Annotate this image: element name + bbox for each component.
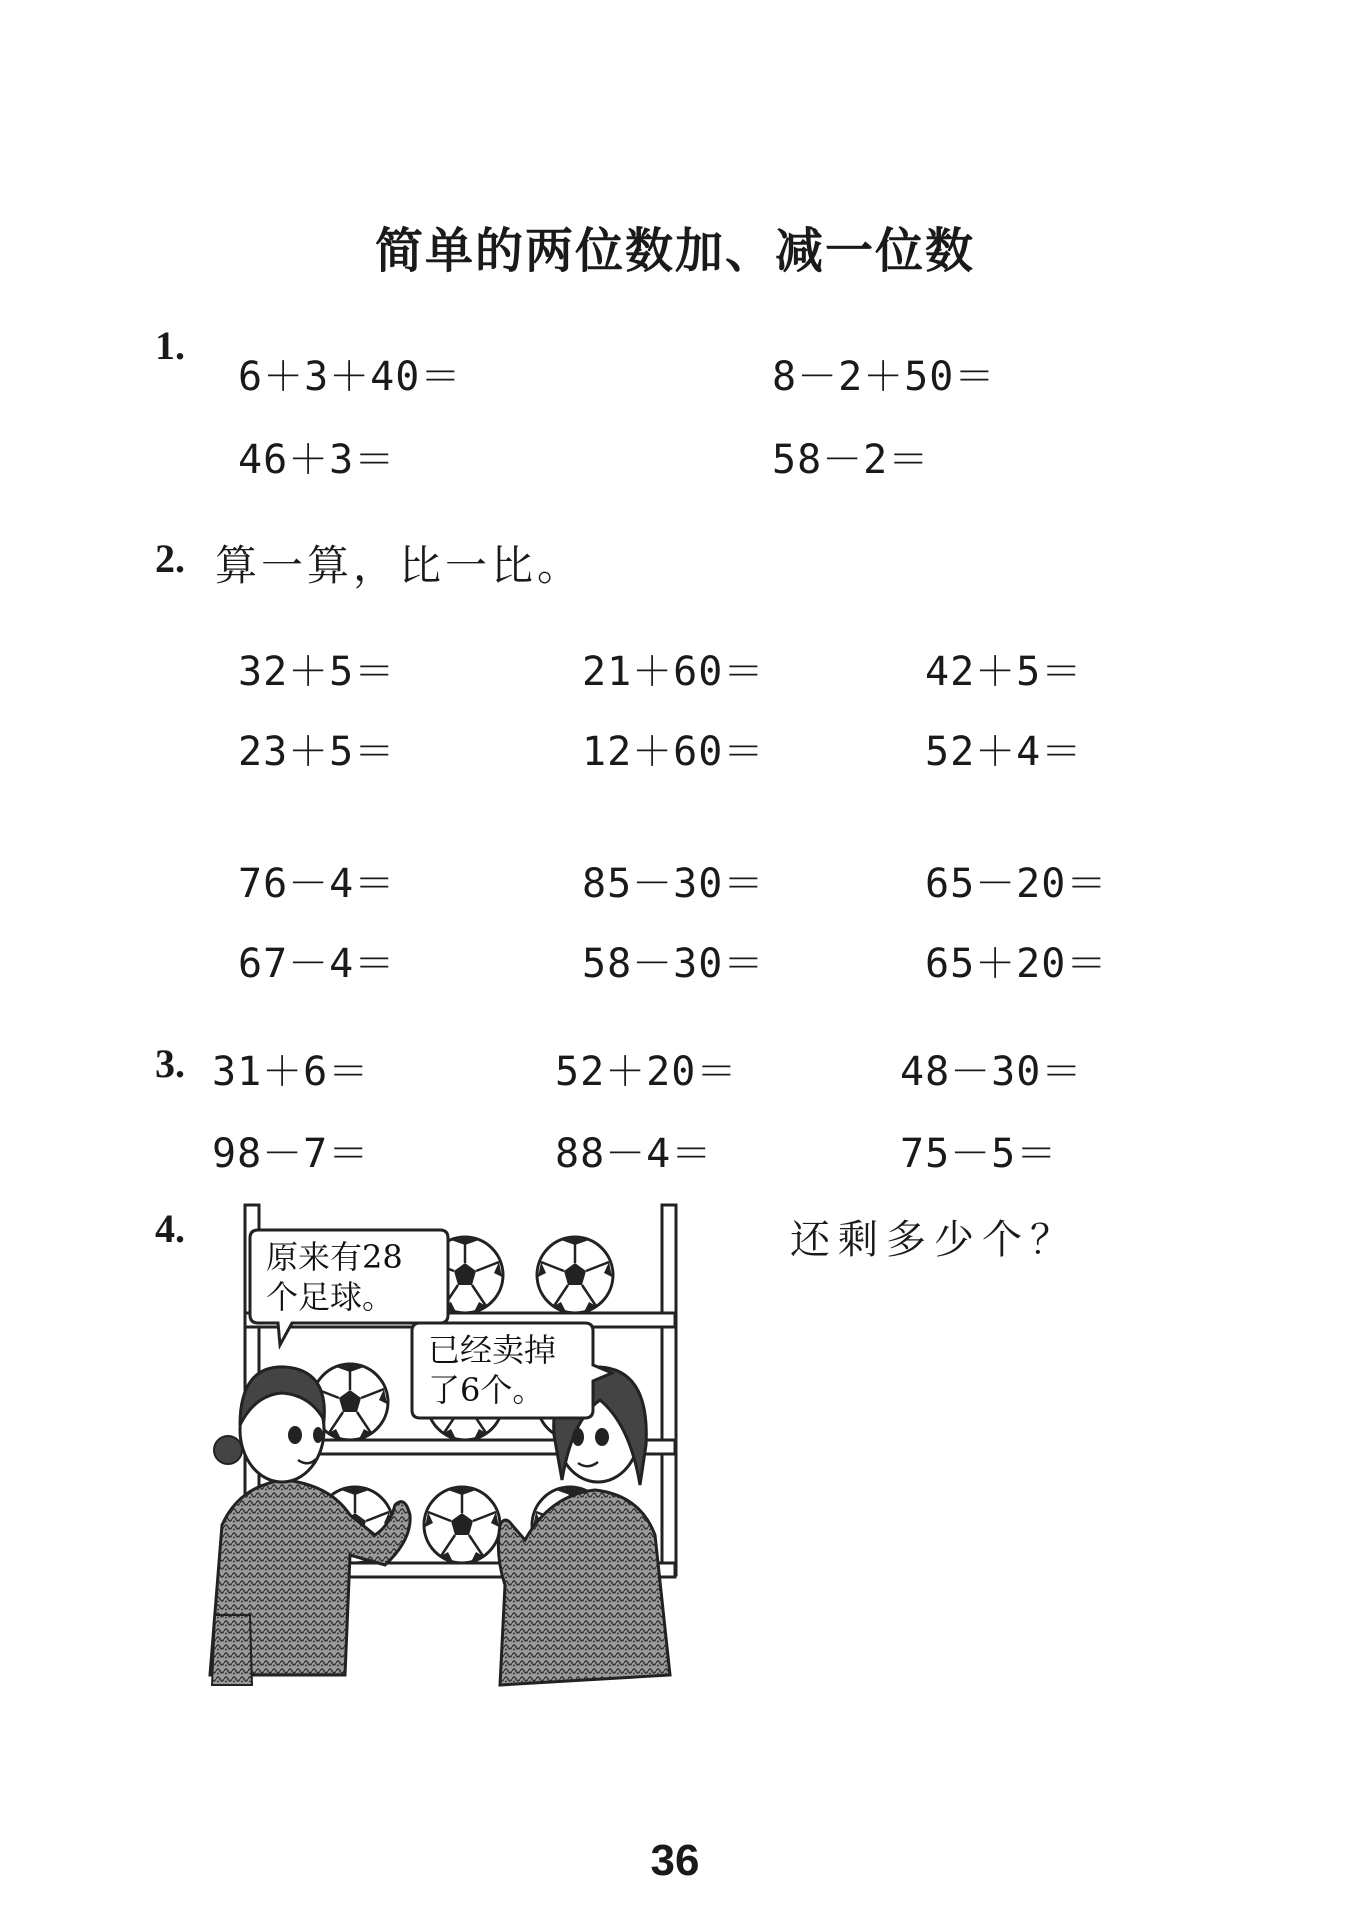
bubble-right-line: 了6个。 (428, 1371, 545, 1409)
bubble-right-line: 已经卖掉 (428, 1331, 557, 1369)
q3-equation: 98－7＝ (212, 1131, 370, 1177)
q3-equation: 88－4＝ (555, 1131, 713, 1177)
q1-equation: 46＋3＝ (238, 437, 396, 483)
question-2-number: 2. (155, 536, 185, 581)
q2-equation: 12＋60＝ (582, 729, 765, 775)
q1-equation: 6＋3＋40＝ (238, 354, 462, 400)
question-4-text: 还剩多少个？ (790, 1217, 1078, 1263)
shop-illustration (200, 1195, 740, 1700)
q2-equation: 42＋5＝ (925, 649, 1083, 695)
q2-equation: 23＋5＝ (238, 729, 396, 775)
soccer-ball-icon (537, 1237, 613, 1313)
q2-equation: 21＋60＝ (582, 649, 765, 695)
question-3-number: 3. (155, 1041, 185, 1086)
q2-equation: 65－20＝ (925, 861, 1108, 907)
q3-equation: 31＋6＝ (212, 1049, 370, 1095)
q1-equation: 8－2＋50＝ (772, 354, 996, 400)
q2-equation: 67－4＝ (238, 941, 396, 987)
question-2-prompt: 算一算，比一比。 (215, 541, 584, 590)
question-1-number: 1. (155, 323, 185, 368)
q3-equation: 48－30＝ (900, 1049, 1083, 1095)
q1-equation: 58－2＝ (772, 437, 930, 483)
q2-equation: 76－4＝ (238, 861, 396, 907)
q2-equation: 32＋5＝ (238, 649, 396, 695)
q2-equation: 85－30＝ (582, 861, 765, 907)
q2-equation: 58－30＝ (582, 941, 765, 987)
page-number: 36 (650, 1836, 700, 1885)
q2-equation: 52＋4＝ (925, 729, 1083, 775)
q2-equation: 65＋20＝ (925, 941, 1108, 987)
page-title: 简单的两位数加、减一位数 (374, 223, 975, 279)
speech-bubble-right (412, 1323, 612, 1418)
bubble-left-line: 个足球。 (266, 1278, 395, 1316)
q3-equation: 75－5＝ (900, 1131, 1058, 1177)
soccer-ball-icon (424, 1487, 500, 1563)
bubble-left-line: 原来有28 (266, 1238, 403, 1276)
shelf-post-right (662, 1205, 676, 1575)
question-4-number: 4. (155, 1206, 185, 1251)
q3-equation: 52＋20＝ (555, 1049, 738, 1095)
